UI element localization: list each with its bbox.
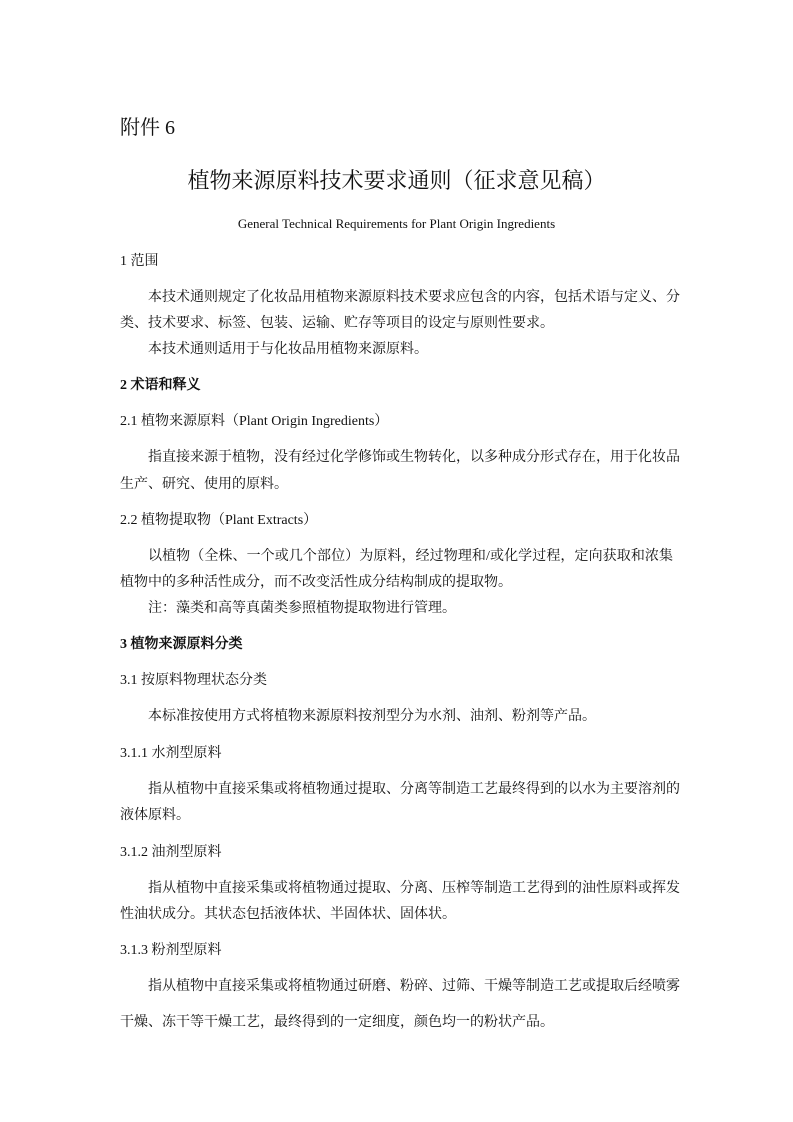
section-3-1-3-heading: 3.1.3 粉剂型原料 [120,943,222,958]
paragraph-line: 类、技术要求、标签、包装、运输、贮存等项目的设定与原则性要求。 [120,316,554,331]
section-3-1-1-heading: 3.1.1 水剂型原料 [120,746,222,761]
section-3-1-2-heading: 3.1.2 油剂型原料 [120,845,222,860]
paragraph-line: 指从植物中直接采集或将植物通过提取、分离、压榨等制造工艺得到的油性原料或挥发 [148,881,680,896]
section-3-heading: 3 植物来源原料分类 [120,637,243,652]
section-2-heading: 2 术语和释义 [120,378,201,393]
paragraph-line: 本技术通则规定了化妆品用植物来源原料技术要求应包含的内容，包括术语与定义、分 [148,290,680,305]
paragraph-line: 本技术通则适用于与化妆品用植物来源原料。 [148,342,428,357]
paragraph-line: 液体原料。 [120,808,190,823]
section-3-1-heading: 3.1 按原料物理状态分类 [120,673,267,688]
paragraph-line: 性油状成分。其状态包括液体状、半固体状、固体状。 [120,907,456,922]
note-line: 注：藻类和高等真菌类参照植物提取物进行管理。 [148,601,456,616]
paragraph-line: 指从植物中直接采集或将植物通过研磨、粉碎、过筛、干燥等制造工艺或提取后经喷雾 [148,979,680,994]
paragraph-line: 干燥、冻干等干燥工艺，最终得到的一定细度，颜色均一的粉状产品。 [120,1015,554,1030]
paragraph-line: 植物中的多种活性成分，而不改变活性成分结构制成的提取物。 [120,575,512,590]
paragraph-line: 本标准按使用方式将植物来源原料按剂型分为水剂、油剂、粉剂等产品。 [148,709,596,724]
annex-label: 附件 6 [120,117,175,139]
paragraph-line: 生产、研究、使用的原料。 [120,477,288,492]
document-title: 植物来源原料技术要求通则（征求意见稿） [187,168,606,193]
paragraph-line: 指直接来源于植物，没有经过化学修饰或生物转化，以多种成分形式存在，用于化妆品 [148,450,680,465]
paragraph-line: 以植物（全株、一个或几个部位）为原料，经过物理和/或化学过程，定向获取和浓集 [148,549,673,564]
section-2-1-heading: 2.1 植物来源原料（Plant Origin Ingredients） [120,414,389,429]
document-subtitle: General Technical Requirements for Plant Origin Ingredients [237,216,556,231]
section-1-heading: 1 范围 [120,254,159,269]
section-2-2-heading: 2.2 植物提取物（Plant Extracts） [120,513,318,528]
paragraph-line: 指从植物中直接采集或将植物通过提取、分离等制造工艺最终得到的以水为主要溶剂的 [148,782,680,797]
